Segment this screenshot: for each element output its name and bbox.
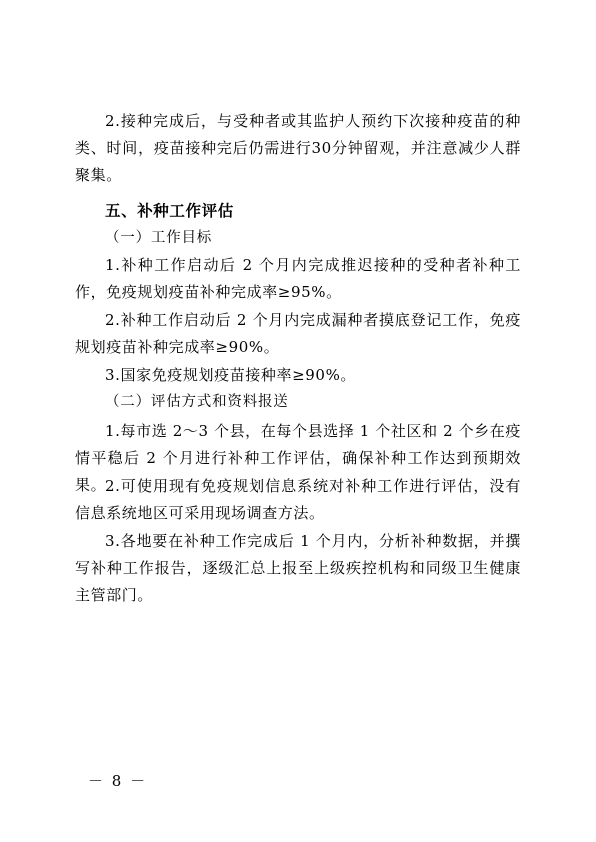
page-number: － 8 － (88, 772, 148, 790)
paragraph-method-1: 1.每市选 2～3 个县，在每个县选择 1 个社区和 2 个乡在疫情平稳后 2 个月进行补种工作评估，确保补种工作达到预期效果。 (75, 422, 521, 494)
paragraph-goal-3: 3.国家免疫规划疫苗接种率≥90%。 (105, 366, 357, 384)
paragraph-appointment: 2.接种完成后，与受种者或其监护人预约下次接种疫苗的种类、时间，疫苗接种完后仍需进行30分钟留观，并注意减少人群聚集。 (75, 112, 521, 184)
paragraph-goal-1: 1.补种工作启动后 2 个月内完成推迟接种的受种者补种工作，免疫规划疫苗补种完成率≥95%。 (75, 256, 521, 301)
paragraph-method-3: 3.各地要在补种工作完成后 1 个月内，分析补种数据，并撰写补种工作报告，逐级汇总上报至上级疾控机构和同级卫生健康主管部门。 (75, 532, 521, 604)
subheading-work-goals: （一）工作目标 (105, 230, 213, 246)
subheading-evaluation-methods: （二）评估方式和资料报送 (105, 394, 289, 410)
section-heading-evaluation: 五、补种工作评估 (105, 202, 234, 220)
paragraph-method-2: 2.可使用现有免疫规划信息系统对补种工作进行评估，没有信息系统地区可采用现场调查方法。 (75, 477, 521, 522)
paragraph-goal-2: 2.补种工作启动后 2 个月内完成漏种者摸底登记工作，免疫规划疫苗补种完成率≥90%。 (75, 311, 521, 356)
